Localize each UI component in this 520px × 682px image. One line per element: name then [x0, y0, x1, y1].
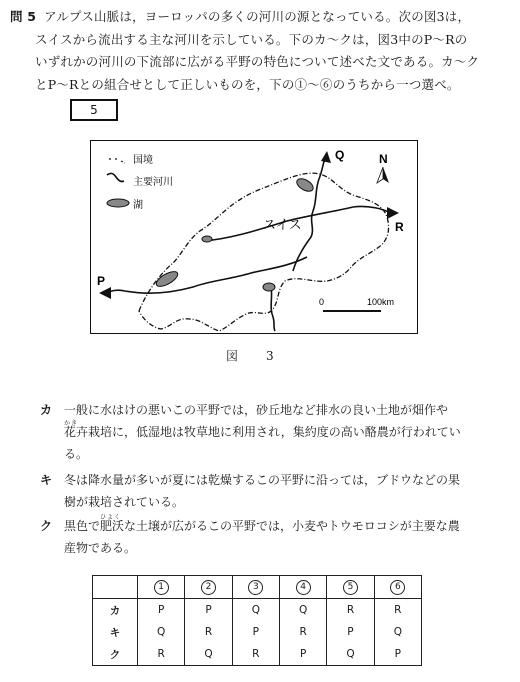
question-line-3: いずれかの河川の下流部に広がる平野の特色について述べた文である。カ～ク — [35, 54, 480, 69]
ruby-hiyoku-base: 肥沃 — [100, 519, 125, 533]
table-corner — [93, 576, 138, 599]
statement-ki-marker: キ — [40, 473, 53, 487]
table-cell: P — [327, 621, 374, 643]
scale-distance: 100km — [367, 297, 395, 307]
statement-ka-line1: 一般に水はけの悪いこの平野では，砂丘地など排水の良い土地が畑作や — [64, 403, 449, 417]
statement-ku-line1-post: な土壌が広がるこの平野では，小麦やトウモロコシが主要な農 — [124, 519, 460, 533]
river-q — [293, 153, 327, 271]
river-q-arrow — [321, 151, 331, 163]
lake-legend-icon — [107, 199, 129, 207]
lake-neuchatel — [202, 236, 212, 242]
river-p — [105, 257, 307, 293]
statement-ku-line1-pre: 黒色で — [64, 519, 101, 533]
national-border — [139, 173, 389, 331]
choice-number: 5 — [343, 580, 358, 595]
lake-maggiore — [263, 283, 275, 291]
table-cell: P — [374, 643, 421, 666]
choice-number: 4 — [296, 580, 311, 595]
ruby-kaki-base: 花卉 — [64, 425, 89, 439]
switzerland-river-map — [90, 140, 418, 334]
table-cell: P — [185, 599, 232, 622]
legend-river-label: 主要河川 — [133, 177, 173, 188]
statement-ki — [40, 469, 504, 513]
question-line-2: スイスから流出する主な河川を示している。下のカ～クは，図3中のP～Rの — [35, 31, 468, 47]
table-cell: Q — [327, 643, 374, 666]
choice-header — [138, 576, 185, 599]
river-legend-icon — [107, 173, 124, 181]
choice-header — [279, 576, 326, 599]
map-legend — [107, 153, 173, 211]
river-r-label: R — [395, 220, 404, 234]
statement-ka-line2: 栽培に，低湿地は牧草地に利用され，集約度の高い酪農が行われてい — [88, 425, 461, 439]
river-q-label: Q — [335, 148, 345, 162]
figure-caption: 図 3 — [226, 349, 282, 363]
choice-header — [374, 576, 421, 599]
table-cell: Q — [279, 599, 326, 622]
north-label: N — [379, 152, 388, 166]
statement-ku-line2: 産物である。 — [64, 541, 137, 555]
river-south — [271, 287, 275, 331]
legend-border-label: 国境 — [133, 155, 153, 166]
statement-ki-line2: 樹が栽培されている。 — [64, 495, 185, 509]
table-cell: R — [232, 643, 279, 666]
lake-constance — [295, 176, 316, 194]
table-cell: Q — [374, 621, 421, 643]
choice-number: 1 — [154, 580, 169, 595]
row-label: ク — [109, 648, 121, 661]
table-cell: Q — [232, 599, 279, 622]
table-row — [93, 643, 422, 666]
row-label: カ — [109, 604, 121, 617]
river-p-label: P — [97, 274, 106, 288]
table-cell: R — [185, 621, 232, 643]
question-line-4: とP～Rとの組合せとして正しいものを，下の①～⑥のうちから一つ選べ。 — [35, 76, 460, 92]
statement-ka-line3: る。 — [64, 447, 89, 461]
country-label-switzerland: スイス — [263, 217, 302, 232]
ruby-hiyoku-reading: ひよく — [100, 514, 122, 521]
legend-lake-label: 湖 — [133, 200, 143, 211]
statement-ki-line1: 冬は降水量が多いが夏には乾燥するこの平野に沿っては，ブドウなどの果 — [64, 473, 461, 487]
choice-number: 6 — [390, 580, 405, 595]
statement-ka-marker: カ — [40, 403, 53, 417]
river-p-arrow — [99, 287, 111, 299]
table-cell: R — [327, 599, 374, 622]
statement-ku — [40, 514, 504, 559]
ruby-hiyoku — [100, 515, 124, 537]
statement-ka — [40, 399, 504, 465]
table-cell: Q — [138, 621, 185, 643]
table-cell: R — [138, 643, 185, 666]
table-cell: P — [232, 621, 279, 643]
answer-choices-table — [92, 575, 422, 666]
table-cell: R — [374, 599, 421, 622]
ruby-kaki-reading: かき — [64, 420, 79, 427]
table-header-row — [93, 576, 422, 599]
question-line-1: アルプス山脈は，ヨーロッパの多くの河川の源となっている。次の図3は， — [44, 9, 471, 24]
river-r-arrow — [387, 207, 399, 219]
answer-number-box: 5 — [70, 99, 118, 121]
choice-header — [185, 576, 232, 599]
choice-number: 2 — [201, 580, 216, 595]
choice-header — [327, 576, 374, 599]
scale-zero: 0 — [319, 297, 325, 307]
statement-ku-marker: ク — [40, 519, 53, 533]
question-number: 問 5 — [10, 9, 37, 24]
choice-header — [232, 576, 279, 599]
map-scale-bar — [319, 297, 394, 311]
table-row — [93, 621, 422, 643]
north-arrow-icon — [377, 152, 389, 183]
table-cell: R — [279, 621, 326, 643]
question-text — [10, 6, 508, 96]
table-cell: P — [279, 643, 326, 666]
row-label: キ — [109, 626, 121, 639]
map-drawing — [91, 141, 417, 333]
table-cell: Q — [185, 643, 232, 666]
table-row — [93, 599, 422, 622]
choice-number: 3 — [248, 580, 263, 595]
table-cell: P — [138, 599, 185, 622]
border-legend-icon — [109, 159, 125, 163]
ruby-kaki — [64, 421, 88, 443]
